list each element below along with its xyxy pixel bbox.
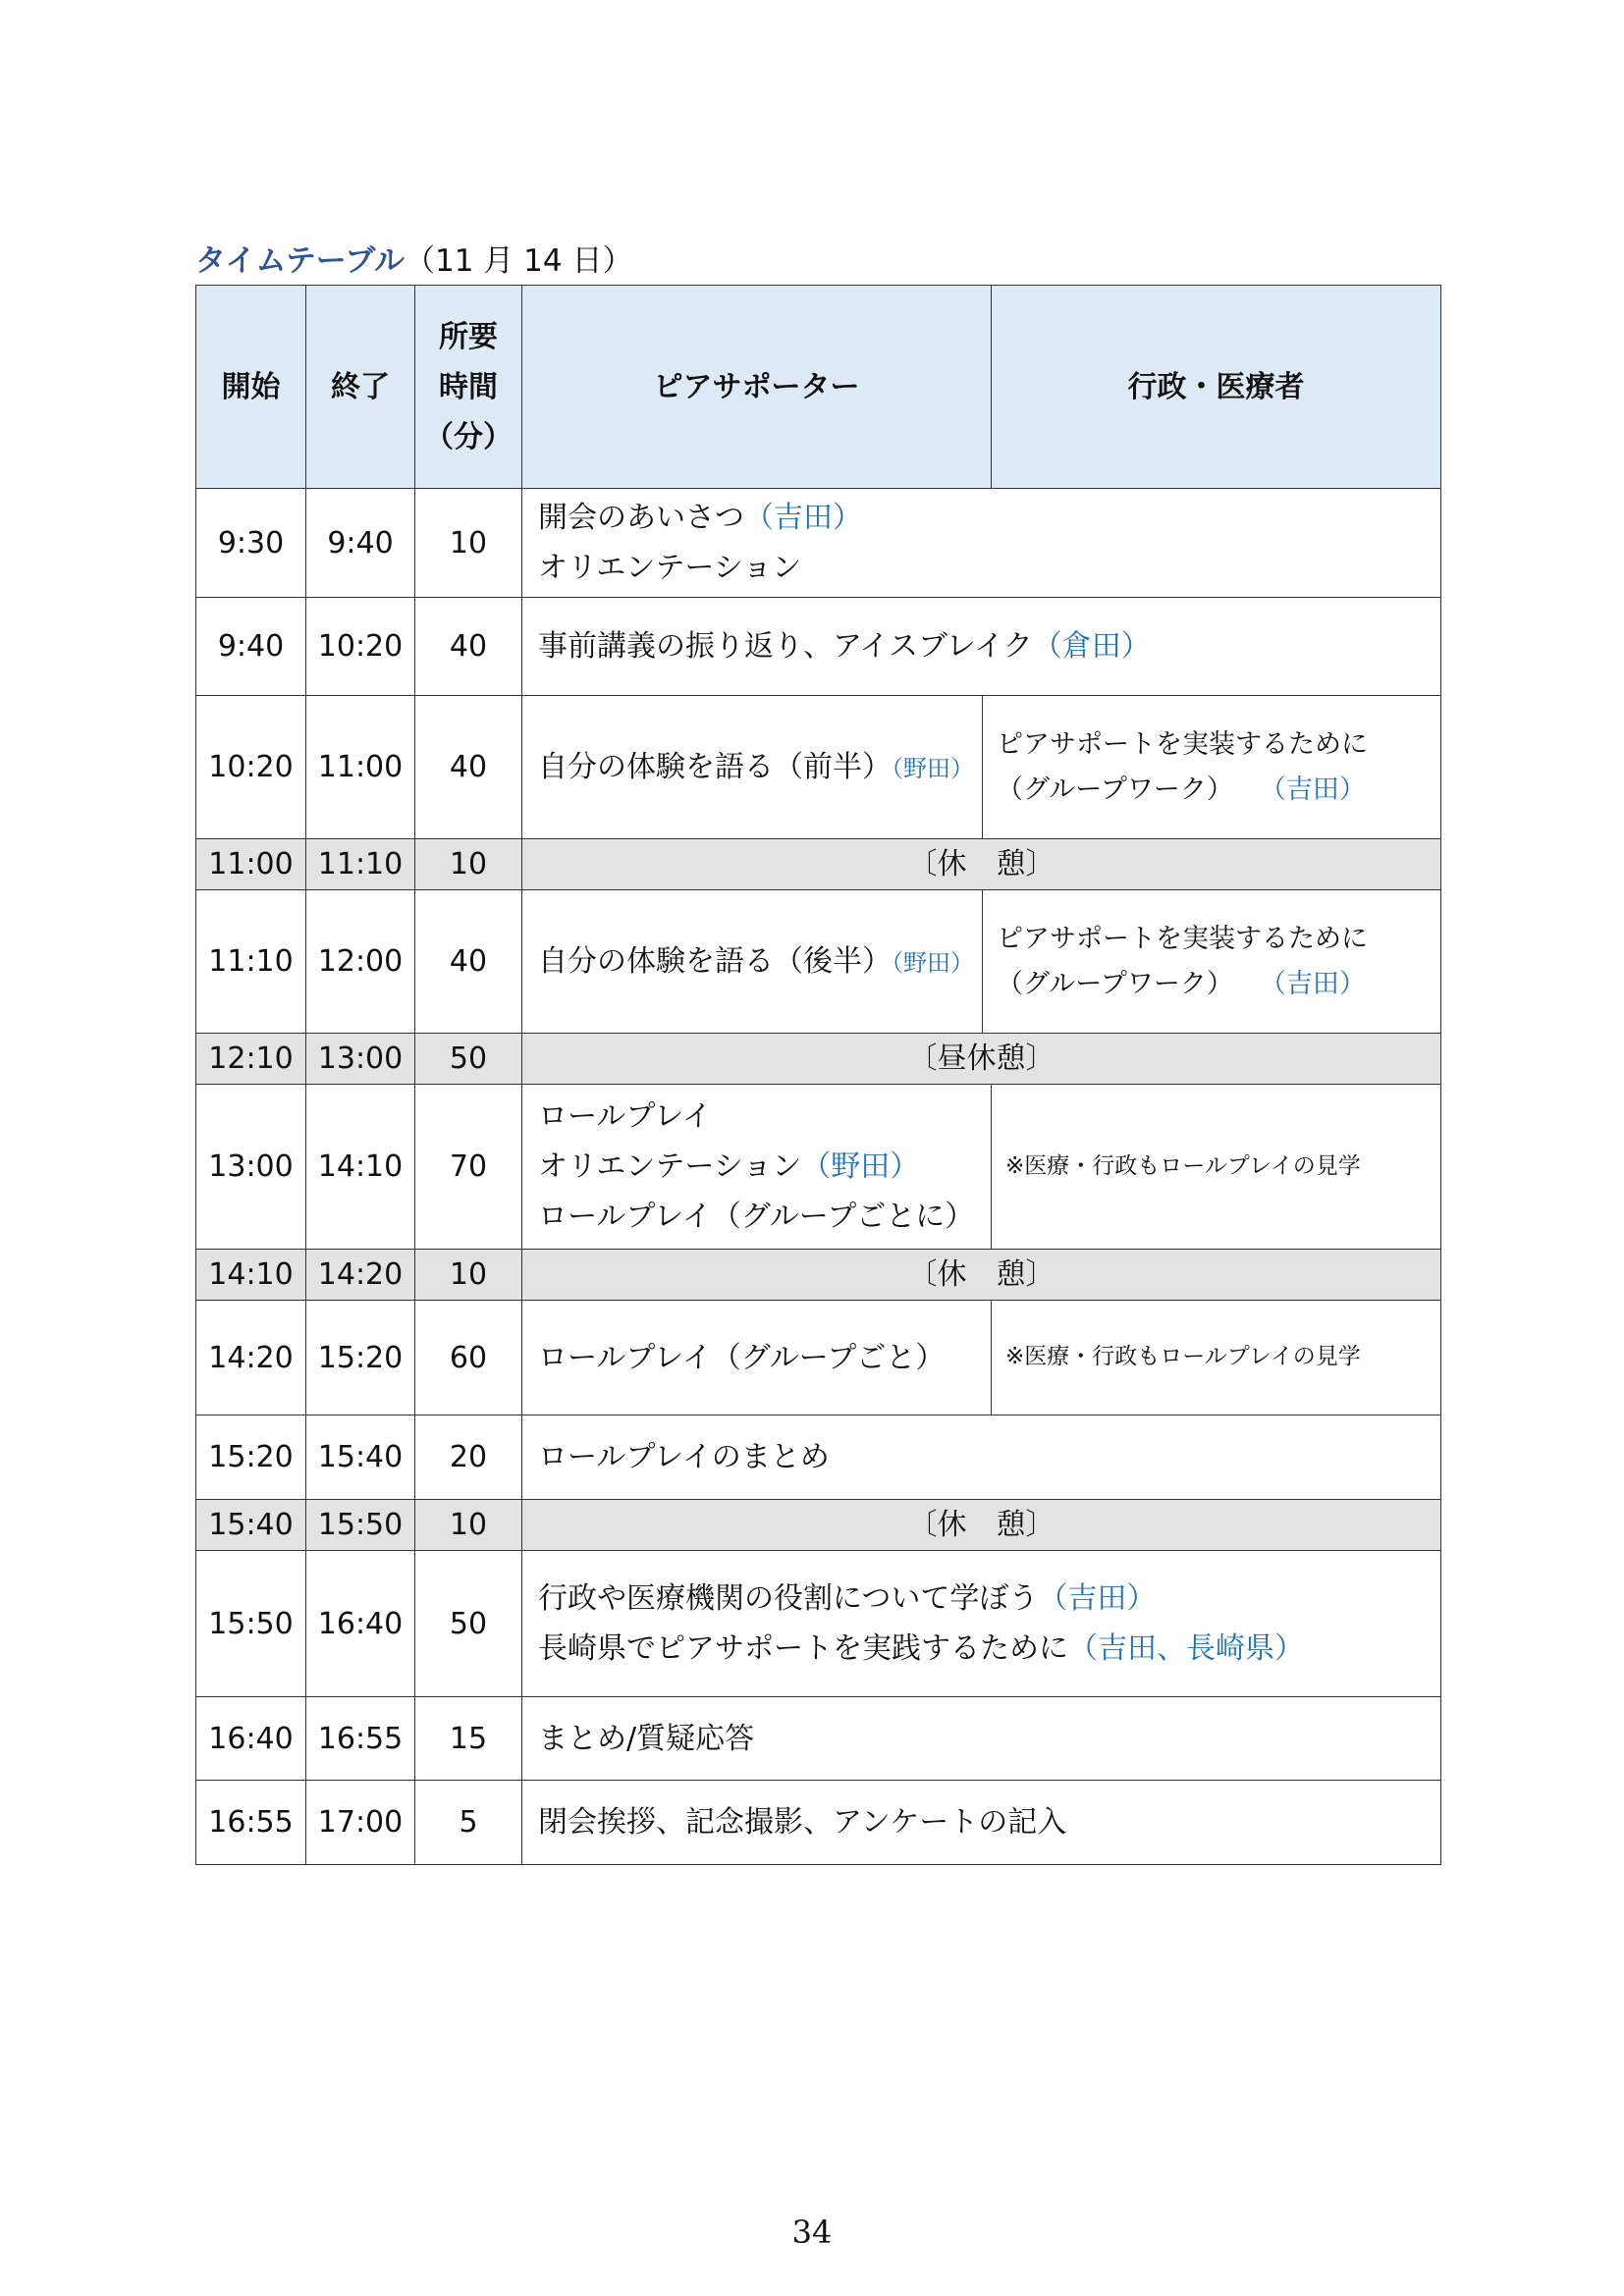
content-line: オリエンテーション bbox=[538, 551, 802, 585]
header-duration-line2: 時間 bbox=[439, 369, 498, 404]
presenter-name: （野田） bbox=[892, 755, 974, 782]
admin-line: ピアサポートを実装するために bbox=[997, 923, 1368, 954]
break-row bbox=[196, 1250, 1441, 1301]
cell-end: 10:20 bbox=[306, 598, 415, 696]
cell-admin bbox=[983, 696, 1441, 839]
cell-start: 9:30 bbox=[196, 489, 306, 598]
content-line: ロールプレイ bbox=[538, 1099, 712, 1134]
cell-peer bbox=[522, 890, 983, 1034]
content-text: 事前講義の振り返り、アイスブレイク bbox=[538, 629, 1033, 664]
content-line bbox=[538, 1574, 1440, 1624]
cell-end: 15:50 bbox=[306, 1500, 415, 1551]
cell-duration: 10 bbox=[415, 1500, 522, 1551]
cell-start: 15:50 bbox=[196, 1551, 306, 1697]
presenter-name: （吉田） bbox=[744, 501, 862, 535]
cell-content bbox=[522, 1551, 1441, 1697]
header-admin-medical: 行政・医療者 bbox=[992, 286, 1441, 489]
cell-content bbox=[522, 598, 1441, 696]
cell-start: 14:20 bbox=[196, 1301, 306, 1415]
header-end: 終了 bbox=[306, 286, 415, 489]
cell-admin bbox=[983, 890, 1441, 1034]
cell-start: 11:10 bbox=[196, 890, 306, 1034]
cell-start: 13:00 bbox=[196, 1085, 306, 1250]
admin-line bbox=[997, 962, 1440, 1007]
header-start: 開始 bbox=[196, 286, 306, 489]
cell-start: 15:40 bbox=[196, 1500, 306, 1551]
content-line bbox=[538, 1142, 991, 1192]
content-text: 開会のあいさつ bbox=[538, 501, 744, 535]
cell-start: 16:40 bbox=[196, 1697, 306, 1781]
table-row bbox=[196, 1781, 1441, 1865]
cell-end: 16:55 bbox=[306, 1697, 415, 1781]
page-number: 34 bbox=[791, 2214, 833, 2251]
cell-duration: 40 bbox=[415, 696, 522, 839]
content-text: 行政や医療機関の役割について学ぼう bbox=[538, 1581, 1039, 1616]
header-peer-supporter: ピアサポーター bbox=[522, 286, 992, 489]
content-line: ロールプレイ（グループごとに） bbox=[538, 1200, 975, 1234]
presenter-name: （吉田） bbox=[1038, 1581, 1157, 1616]
cell-content: まとめ/質疑応答 bbox=[522, 1697, 1441, 1781]
admin-line: ピアサポートを実装するために bbox=[997, 728, 1368, 760]
cell-admin-note: ※医療・行政もロールプレイの見学 bbox=[992, 1301, 1441, 1415]
cell-duration: 10 bbox=[415, 1250, 522, 1301]
cell-peer bbox=[522, 1085, 992, 1250]
page-title bbox=[195, 236, 632, 280]
break-label: 〔昼休憩〕 bbox=[522, 1034, 1441, 1085]
content-text: 自分の体験を語る（後半） bbox=[538, 944, 892, 979]
cell-end: 17:00 bbox=[306, 1781, 415, 1865]
cell-duration: 50 bbox=[415, 1034, 522, 1085]
content-text: 長崎県でピアサポートを実践するために bbox=[538, 1631, 1068, 1666]
cell-end: 13:00 bbox=[306, 1034, 415, 1085]
table-row bbox=[196, 1085, 1441, 1250]
table-row bbox=[196, 696, 1441, 839]
break-row bbox=[196, 1034, 1441, 1085]
admin-line bbox=[997, 768, 1440, 813]
cell-content: 閉会挨拶、記念撮影、アンケートの記入 bbox=[522, 1781, 1441, 1865]
cell-content: ロールプレイのまとめ bbox=[522, 1415, 1441, 1500]
break-label: 〔休 憩〕 bbox=[522, 1500, 1441, 1551]
cell-end: 11:10 bbox=[306, 839, 415, 890]
cell-peer: ロールプレイ（グループごと） bbox=[522, 1301, 992, 1415]
cell-duration: 10 bbox=[415, 839, 522, 890]
presenter-name: （倉田） bbox=[1032, 629, 1151, 664]
table-row bbox=[196, 1301, 1441, 1415]
header-duration-line1: 所要 bbox=[439, 319, 498, 354]
presenter-name: （野田） bbox=[801, 1149, 920, 1184]
break-row bbox=[196, 839, 1441, 890]
table-row bbox=[196, 1697, 1441, 1781]
presenter-name: （吉田、長崎県） bbox=[1068, 1631, 1304, 1666]
cell-start: 11:00 bbox=[196, 839, 306, 890]
title-main: タイムテーブル bbox=[195, 243, 405, 279]
cell-start: 15:20 bbox=[196, 1415, 306, 1500]
table-row bbox=[196, 598, 1441, 696]
cell-end: 11:00 bbox=[306, 696, 415, 839]
presenter-name: （吉田） bbox=[1259, 774, 1366, 805]
cell-peer bbox=[522, 696, 983, 839]
cell-duration: 40 bbox=[415, 890, 522, 1034]
header-row bbox=[196, 286, 1441, 489]
cell-duration: 20 bbox=[415, 1415, 522, 1500]
cell-start: 10:20 bbox=[196, 696, 306, 839]
content-text: 自分の体験を語る（前半） bbox=[538, 750, 892, 784]
cell-end: 12:00 bbox=[306, 890, 415, 1034]
admin-text: （グループワーク） bbox=[997, 774, 1233, 805]
cell-content bbox=[522, 489, 1441, 598]
break-label: 〔休 憩〕 bbox=[522, 839, 1441, 890]
title-date: （11 月 14 日） bbox=[404, 243, 633, 279]
content-text: オリエンテーション bbox=[538, 1149, 802, 1184]
cell-start: 14:10 bbox=[196, 1250, 306, 1301]
timetable bbox=[195, 285, 1441, 1865]
presenter-name: （吉田） bbox=[1259, 968, 1366, 999]
header-duration bbox=[415, 286, 522, 489]
table-row bbox=[196, 1415, 1441, 1500]
cell-end: 14:10 bbox=[306, 1085, 415, 1250]
cell-end: 15:40 bbox=[306, 1415, 415, 1500]
cell-duration: 10 bbox=[415, 489, 522, 598]
cell-end: 15:20 bbox=[306, 1301, 415, 1415]
table-row bbox=[196, 890, 1441, 1034]
table-row bbox=[196, 489, 1441, 598]
cell-duration: 15 bbox=[415, 1697, 522, 1781]
cell-start: 9:40 bbox=[196, 598, 306, 696]
cell-end: 16:40 bbox=[306, 1551, 415, 1697]
cell-duration: 60 bbox=[415, 1301, 522, 1415]
content-line bbox=[538, 493, 1440, 543]
cell-admin-note: ※医療・行政もロールプレイの見学 bbox=[992, 1085, 1441, 1250]
presenter-name: （野田） bbox=[892, 949, 974, 977]
cell-duration: 70 bbox=[415, 1085, 522, 1250]
cell-duration: 50 bbox=[415, 1551, 522, 1697]
table-row bbox=[196, 1551, 1441, 1697]
cell-start: 16:55 bbox=[196, 1781, 306, 1865]
cell-duration: 5 bbox=[415, 1781, 522, 1865]
break-row bbox=[196, 1500, 1441, 1551]
header-duration-line3: （分） bbox=[424, 419, 513, 454]
cell-start: 12:10 bbox=[196, 1034, 306, 1085]
content-line bbox=[538, 1624, 1440, 1674]
cell-end: 9:40 bbox=[306, 489, 415, 598]
break-label: 〔休 憩〕 bbox=[522, 1250, 1441, 1301]
cell-duration: 40 bbox=[415, 598, 522, 696]
admin-text: （グループワーク） bbox=[997, 968, 1233, 999]
cell-end: 14:20 bbox=[306, 1250, 415, 1301]
